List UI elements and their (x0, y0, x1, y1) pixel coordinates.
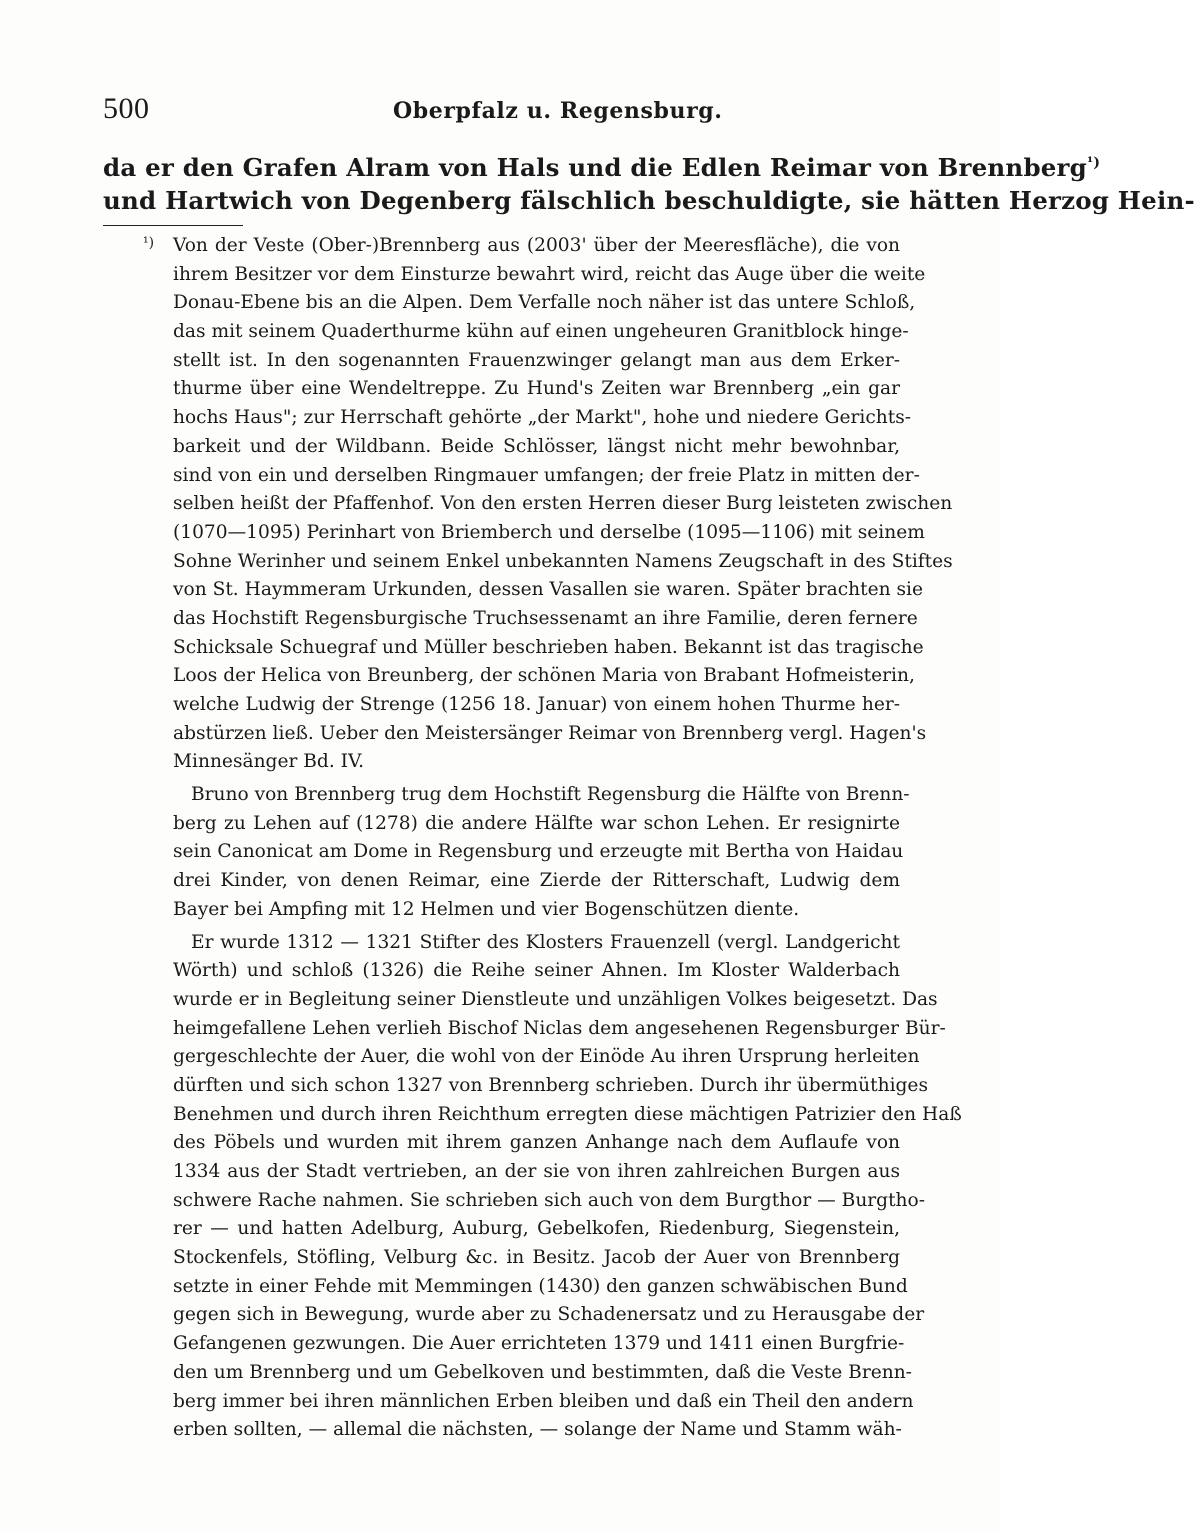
footnote-line: Loos der Helica von Breunberg, der schönen Maria von Brabant Hofmeisterin, (173, 665, 915, 687)
footnote-line: Minnesänger Bd. IV. (173, 751, 365, 773)
footnote-line: das mit seinem Quaderthurme kühn auf einen ungeheuren Granitblock hinge- (173, 321, 909, 343)
footnote-paragraph-2 (103, 781, 910, 924)
footnote-marker: ¹) (143, 235, 155, 251)
footnote-line: sind von ein und derselben Ringmauer umfangen; der freie Platz in mitten der- (173, 464, 920, 486)
footnote-line: Gefangenen gezwungen. Die Auer errichteten 1379 und 1411 einen Burgfrie- (173, 1333, 905, 1355)
footnote-line: hochs Haus"; zur Herrschaft gehörte „der Markt", hohe und niedere Gerichts- (173, 407, 912, 429)
footnote-line: Schicksale Schuegraf und Müller beschrieben haben. Bekannt ist das tragische (173, 636, 924, 658)
footnote-line: des Pöbels und wurden mit ihrem ganzen Anhange nach dem Auflaufe von (173, 1132, 900, 1154)
footnote-line: Bayer bei Ampfing mit 12 Helmen und vier Bogenschützen diente. (173, 898, 800, 920)
footnote-line: gergeschlechte der Auer, die wohl von der Einöde Au ihren Ursprung herleiten (173, 1046, 920, 1068)
page-number: 500 (103, 92, 150, 125)
footnote-line: Stockenfels, Stöfling, Velburg &c. in Besitz. Jacob der Auer von Brennberg (173, 1247, 900, 1269)
footnote-line: (1070—1095) Perinhart von Briemberch und derselbe (1095—1106) mit seinem (173, 521, 925, 543)
footnote-line: selben heißt der Pfaffenhof. Von den ersten Herren dieser Burg leisteten zwischen (173, 493, 953, 515)
footnote-line: berg zu Lehen auf (1278) die andere Hälfte war schon Lehen. Er resignirte (173, 812, 900, 834)
main-text-line (103, 145, 1101, 183)
footnote-line (103, 232, 900, 261)
main-text-top (103, 145, 1195, 219)
footnote-line: ihrem Besitzer vor dem Einsturze bewahrt wird, reicht das Auge über die weite (173, 263, 926, 285)
footnote-paragraph-3 (103, 929, 962, 1445)
footnote-line: Benehmen und durch ihren Reichthum erregten diese mächtigen Patrizier den Haß (173, 1103, 962, 1125)
footnote-line: Sohne Werinher und seinem Enkel unbekannten Namens Zeugschaft in des Stiftes (173, 550, 953, 572)
footnote-line: schwere Rache nahmen. Sie schrieben sich auch von dem Burgthor — Burgtho- (173, 1189, 926, 1211)
footnote-line: 1334 aus der Stadt vertrieben, an der sie von ihren zahlreichen Burgen aus (173, 1161, 900, 1182)
footnote-line: Bruno von Brennberg trug dem Hochstift Regensburg die Hälfte von Brenn- (191, 784, 910, 806)
footnote-separator-rule (103, 225, 243, 226)
footnote-line: stellt ist. In den sogenannten Frauenzwinger gelangt man aus dem Erker- (173, 349, 900, 371)
footnote-line: barkeit und der Wildbann. Beide Schlösser, längst nicht mehr bewohnbar, (173, 435, 900, 457)
footnote-line: setzte in einer Fehde mit Memmingen (1430) den ganzen schwäbischen Bund (173, 1275, 908, 1297)
running-head: Oberpfalz u. Regensburg. (393, 98, 723, 124)
footnote-line: gegen sich in Bewegung, wurde aber zu Schadenersatz und zu Herausgabe der (173, 1304, 925, 1326)
footnote-line: berg immer bei ihren männlichen Erben bleiben und daß ein Theil den andern (173, 1390, 914, 1412)
main-text-line: und Hartwich von Degenberg fälschlich beschuldigte, sie hätten Herzog Hein- (103, 186, 1195, 215)
footnote-line: wurde er in Begleitung seiner Dienstleute und unzähligen Volkes beigesetzt. Das (173, 988, 938, 1010)
footnote-line: welche Ludwig der Strenge (1256 18. Januar) von einem hohen Thurme her- (173, 694, 900, 715)
footnote-line: Wörth) und schloß (1326) die Reihe seiner Ahnen. Im Kloster Walderbach (173, 960, 900, 982)
footnote-line: heimgefallene Lehen verlieh Bischof Niclas dem angesehenen Regensburger Bür- (173, 1017, 946, 1039)
page-header (103, 92, 900, 132)
footnote-line: thurme über eine Wendeltreppe. Zu Hund's Zeiten war Brennberg „ein gar (173, 378, 900, 400)
footnote-line: abstürzen ließ. Ueber den Meistersänger Reimar von Brennberg vergl. Hagen's (173, 722, 927, 744)
footnote-line-text: Von der Veste (Ober-)Brennberg aus (2003' über der Meeresfläche), die von (173, 235, 900, 256)
footnote-line: das Hochstift Regensburgische Truchsessenamt an ihre Familie, deren fernere (173, 607, 918, 629)
footnote-paragraph-1 (103, 232, 953, 777)
footnote-line: erben sollten, — allemal die nächsten, — solange der Name und Stamm wäh- (173, 1419, 902, 1441)
footnote-line: dürften und sich schon 1327 von Brennberg schrieben. Durch ihr übermüthiges (173, 1074, 928, 1096)
footnote-line: sein Canonicat am Dome in Regensburg und erzeugte mit Bertha von Haidau (173, 841, 904, 863)
footnote-reference: ¹) (1087, 155, 1101, 171)
footnote-line: von St. Haymmeram Urkunden, dessen Vasallen sie waren. Später brachten sie (173, 579, 923, 601)
footnote-line: drei Kinder, von denen Reimar, eine Zierde der Ritterschaft, Ludwig dem (173, 870, 900, 892)
footnote-line: Donau-Ebene bis an die Alpen. Dem Verfalle noch näher ist das untere Schloß, (173, 292, 916, 314)
footnote-line: den um Brennberg und um Gebelkoven und bestimmten, daß die Veste Brenn- (173, 1361, 912, 1383)
footnote (103, 232, 962, 1445)
footnote-line: Er wurde 1312 — 1321 Stifter des Klosters Frauenzell (vergl. Landgericht (191, 931, 900, 953)
footnote-line: rer — und hatten Adelburg, Auburg, Gebelkofen, Riedenburg, Siegenstein, (173, 1218, 900, 1240)
main-text-line-content: da er den Grafen Alram von Hals und die Edlen Reimar von Brennberg (103, 153, 1088, 183)
